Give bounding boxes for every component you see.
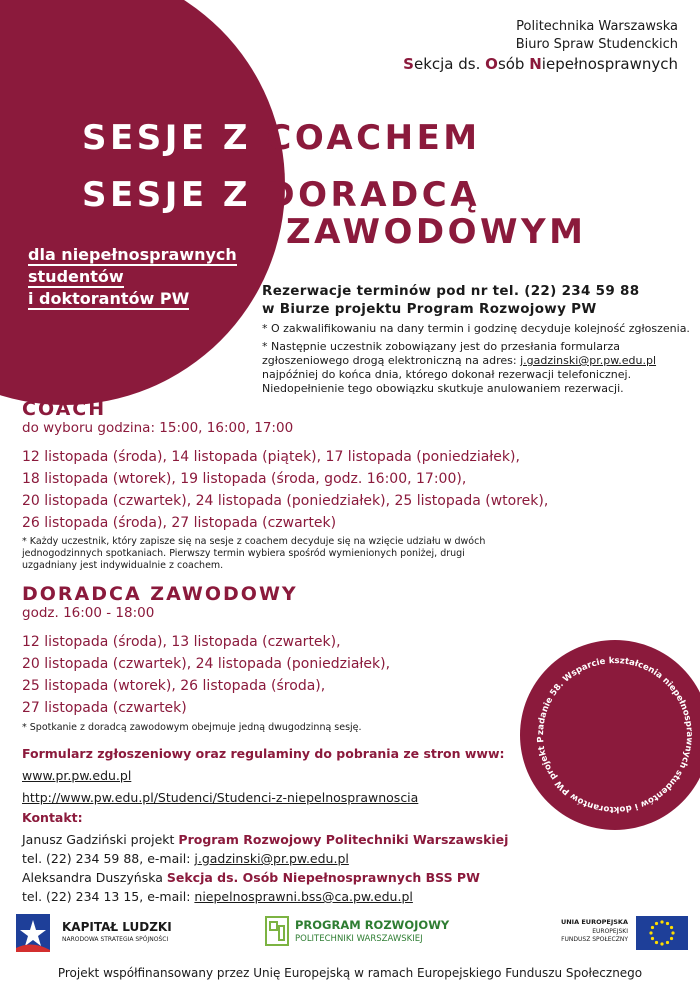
title-line-1	[82, 118, 481, 158]
contact-section	[22, 808, 542, 906]
kl-title: KAPITAŁ LUDZKI	[62, 920, 172, 934]
coach-date-line: 26 listopada (środa), 27 listopada (czwartek)	[22, 515, 337, 531]
eu-star	[671, 931, 674, 934]
title-line2-maroon: DORADCĄ	[266, 175, 481, 215]
coach-heading: COACH	[22, 398, 107, 420]
eu-line-3: FUNDUSZ SPOŁECZNY	[561, 936, 628, 943]
contact-org-1: Program Rozwojowy Politechniki Warszawskiej	[178, 832, 509, 847]
title-line1-maroon: COACHEM	[266, 118, 481, 158]
audience-line-2: studentów	[28, 267, 124, 286]
coach-note: * Każdy uczestnik, który zapisze się na sesje z coachem decyduje się na wzięcie udziału w dwóch jednogodzinnych spotkaniach. Pierwszy termin wybiera spośród wymienionych poniżej, drugi uzgadniany jest indywidualnie z coachem.	[22, 536, 486, 571]
reservation-note-1: * O zakwalifikowaniu na dany termin i godzinę decyduje kolejność zgłoszenia.	[262, 322, 690, 335]
eu-star	[670, 926, 673, 929]
eu-star	[651, 926, 654, 929]
coach-date-line: 18 listopada (wtorek), 19 listopada (środa, godz. 16:00, 17:00),	[22, 471, 467, 487]
advisor-dates	[22, 631, 542, 719]
eu-star	[655, 922, 658, 925]
advisor-date-line: 12 listopada (środa), 13 listopada (czwartek),	[22, 634, 341, 650]
kl-star-icon	[14, 910, 54, 956]
pr-line-1: PROGRAM ROZWOJOWY	[295, 918, 450, 932]
header-office: Biuro Spraw Studenckich	[515, 37, 678, 52]
eu-line-1: UNIA EUROPEJSKA	[560, 918, 628, 926]
eu-star	[655, 941, 658, 944]
contact-heading: Kontakt:	[22, 810, 83, 825]
coach-hours: do wyboru godzina: 15:00, 16:00, 17:00	[22, 420, 294, 436]
header	[403, 18, 678, 74]
advisor-note: * Spotkanie z doradcą zawodowym obejmuje jedną dwugodzinną sesję.	[22, 722, 362, 733]
eu-star	[649, 931, 652, 934]
audience-label	[28, 244, 263, 310]
audience-line-3: i doktorantów PW	[28, 289, 190, 308]
eu-star	[666, 941, 669, 944]
contact-person-1: Janusz Gadziński projekt Program Rozwojowy Politechniki Warszawskiej	[22, 832, 509, 847]
eu-flag-icon	[636, 916, 688, 950]
stamp-text: zadanie 58. Wsparcie kształcenia niepełnosprawnych studentów i doktorantów PW projekt P	[535, 655, 695, 815]
eu-star	[660, 942, 663, 945]
title-line-3	[286, 212, 586, 252]
reservation-line-2: w Biurze projektu Program Rozwojowy PW	[262, 301, 597, 317]
kl-subtitle: NARODOWA STRATEGIA SPÓJNOŚCI	[62, 936, 169, 943]
coach-date-line: 20 listopada (czwartek), 24 listopada (poniedziałek), 25 listopada (wtorek),	[22, 493, 549, 509]
title-line-2	[82, 175, 480, 215]
advisor-heading: DORADCA ZAWODOWY	[22, 583, 298, 605]
stamp-svg	[520, 640, 700, 830]
coach-date-line: 12 listopada (środa), 14 listopada (piątek), 17 listopada (poniedziałek),	[22, 449, 520, 465]
reservation-email-link[interactable]: j.gadzinski@pr.pw.edu.pl	[520, 354, 657, 367]
audience-line-1: dla niepełnosprawnych	[28, 245, 237, 264]
eu-line-2: EUROPEJSKI	[592, 928, 628, 935]
eu-star	[660, 920, 663, 923]
contact-email-1[interactable]: j.gadzinski@pr.pw.edu.pl	[194, 851, 349, 866]
coach-section	[22, 398, 682, 572]
link-pw-students[interactable]: http://www.pw.edu.pl/Studenci/Studenci-z-niepelnosprawnoscia	[22, 790, 419, 805]
advisor-hours: godz. 16:00 - 18:00	[22, 605, 155, 621]
contact-email-2[interactable]: niepelnosprawni.bss@ca.pw.edu.pl	[194, 889, 413, 904]
eu-star	[670, 937, 673, 940]
kapital-ludzki-logo	[14, 910, 184, 956]
project-stamp	[520, 640, 700, 830]
pr-line-2: POLITECHNIKI WARSZAWSKIEJ	[295, 934, 423, 944]
eu-star	[666, 922, 669, 925]
pr-logo-icon	[265, 916, 289, 946]
contact-phone-2: tel. (22) 234 13 15, e-mail: niepelnosprawni.bss@ca.pw.edu.pl	[22, 889, 413, 904]
advisor-date-line: 27 listopada (czwartek)	[22, 700, 187, 716]
eu-star	[651, 937, 654, 940]
contact-org-2: Sekcja ds. Osób Niepełnosprawnych BSS PW	[166, 870, 480, 885]
title-line1-white: SESJE Z	[82, 118, 252, 158]
link-pr-pw[interactable]: www.pr.pw.edu.pl	[22, 768, 132, 783]
header-university: Politechnika Warszawska	[516, 19, 678, 34]
advisor-date-line: 20 listopada (czwartek), 24 listopada (poniedziałek),	[22, 656, 391, 672]
advisor-section	[22, 583, 542, 734]
reservation-line-1: Rezerwacje terminów pod nr tel. (22) 234 59 88	[262, 283, 640, 299]
contact-person-2: Aleksandra Duszyńska Sekcja ds. Osób Niepełnosprawnych BSS PW	[22, 870, 480, 885]
eu-logo	[548, 914, 688, 956]
title-line3-maroon: ZAWODOWYM	[286, 212, 587, 252]
footer-text: Projekt współfinansowany przez Unię Europejską w ramach Europejskiego Funduszu Społecznego	[57, 966, 643, 980]
program-rozwojowy-logo	[265, 914, 465, 956]
downloads-section	[22, 744, 542, 807]
coach-dates	[22, 446, 682, 534]
downloads-heading: Formularz zgłoszeniowy oraz regulaminy do pobrania ze stron www:	[22, 746, 505, 761]
contact-phone-1: tel. (22) 234 59 88, e-mail: j.gadzinski@pr.pw.edu.pl	[22, 851, 349, 866]
advisor-date-line: 25 listopada (wtorek), 26 listopada (środa),	[22, 678, 326, 694]
reservation-info	[262, 282, 692, 396]
reservation-note-2: * Następnie uczestnik zobowiązany jest do przesłania formularza zgłoszeniowego drogą elektroniczną na adres: j.gadzinski@pr.pw.edu.pl najpóźniej do końca dnia, którego dokonał rezerwacji telefonicznej. Niedopełnienie tego obowiązku skutkuje anulowaniem rezerwacji.	[262, 340, 657, 395]
title-line2-white: SESJE Z	[82, 175, 252, 215]
header-section: Sekcja ds. Osób Niepełnosprawnych	[403, 55, 678, 73]
